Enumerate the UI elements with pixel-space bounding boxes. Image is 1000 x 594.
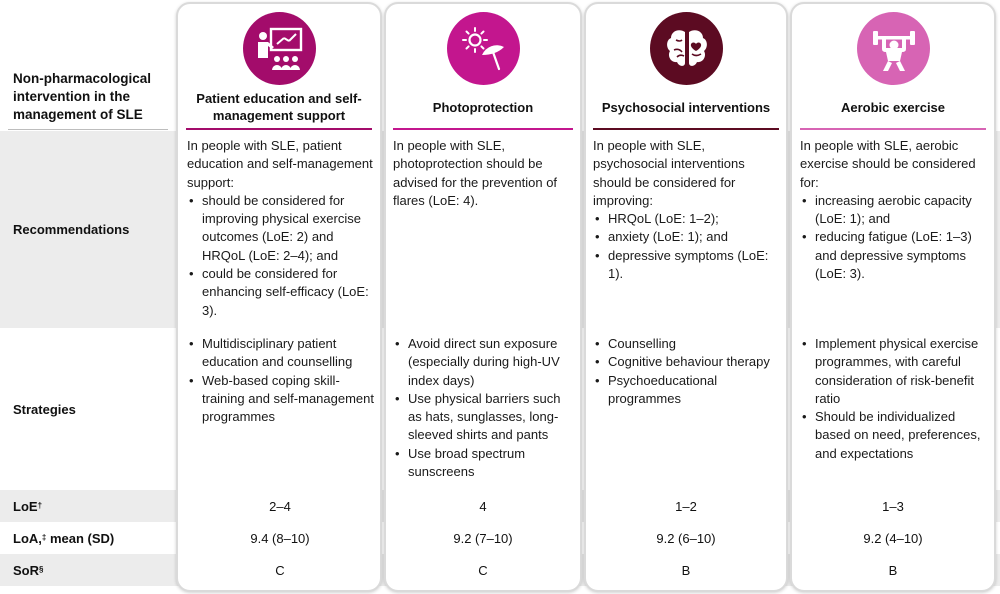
- row-label-loa: LoA, ‡ mean (SD): [13, 530, 115, 546]
- loa-value-exercise: 9.2 (4–10): [863, 530, 923, 546]
- list-item: • Should be individualized based on need, preferences, and expectations: [800, 408, 990, 463]
- loa-label-text: LoA,: [13, 530, 42, 546]
- column-rule-photoprotection: [393, 128, 573, 130]
- loe-value-education: 2–4: [269, 498, 291, 514]
- list-item: • Use broad spectrum sunscreens: [393, 445, 577, 482]
- recommendation-cell-education: [187, 137, 377, 320]
- loa-value-photoprotection: 9.2 (7–10): [453, 530, 513, 546]
- recommendation-intro: In people with SLE, photoprotection should be advised for the prevention of flares (LoE: 4).: [393, 138, 558, 208]
- table-header-label: Non-pharmacological intervention in the management of SLE: [13, 71, 152, 122]
- sun-umbrella-icon: [447, 12, 520, 85]
- loe-label-text: LoE: [13, 498, 38, 514]
- weightlifter-icon: [857, 12, 930, 85]
- loa-value-education: 9.4 (8–10): [250, 530, 310, 546]
- list-item: • could be considered for enhancing self-efficacy (LoE: 3).: [187, 265, 377, 320]
- list-item: • HRQoL (LoE: 1–2);: [593, 210, 783, 228]
- row-label-loe: LoE †: [13, 498, 43, 514]
- sor-value-exercise: B: [888, 562, 898, 578]
- loa-label-suffix: mean (SD): [46, 530, 115, 546]
- list-item: • Implement physical exercise programmes, with careful consideration of risk-benefit ratio: [800, 335, 990, 408]
- row-label-strategies: Strategies: [13, 401, 76, 417]
- list-item: • anxiety (LoE: 1); and: [593, 228, 783, 246]
- loe-value-psychosocial: 1–2: [675, 498, 697, 514]
- list-item: • Web-based coping skill-training and self-management programmes: [187, 372, 377, 427]
- column-title-psychosocial: Psychosocial interventions: [601, 99, 771, 115]
- column-title-photoprotection: Photoprotection: [432, 99, 534, 115]
- recommendation-intro: In people with SLE, patient education and self-management support:: [187, 138, 373, 190]
- loe-value-photoprotection: 4: [479, 498, 487, 514]
- teacher-presentation-icon: [243, 12, 316, 85]
- column-rule-psychosocial: [593, 128, 779, 130]
- row-label-sor: SoR §: [13, 562, 44, 578]
- row-label-recommendations: Recommendations: [13, 222, 130, 237]
- list-item: • Counselling: [593, 335, 785, 353]
- strategies-cell-exercise: [800, 335, 990, 463]
- sor-label-text: SoR: [13, 562, 39, 578]
- recommendation-intro: In people with SLE, psychosocial interventions should be considered for improving:: [593, 138, 745, 208]
- loe-value-exercise: 1–3: [882, 498, 904, 514]
- column-title-exercise: Aerobic exercise: [840, 99, 946, 115]
- list-item: • reducing fatigue (LoE: 1–3) and depressive symptoms (LoE: 3).: [800, 228, 990, 283]
- list-item: • Use physical barriers such as hats, sunglasses, long-sleeved shirts and pants: [393, 390, 577, 445]
- list-item: • Avoid direct sun exposure (especially during high-UV index days): [393, 335, 577, 390]
- recommendation-cell-psychosocial: [593, 137, 783, 283]
- list-item: • Cognitive behaviour therapy: [593, 353, 785, 371]
- strategies-cell-photoprotection: [393, 335, 577, 481]
- list-item: • Psychoeducational programmes: [593, 372, 785, 409]
- loa-value-psychosocial: 9.2 (6–10): [656, 530, 716, 546]
- sor-value-education: C: [275, 562, 285, 578]
- strategies-cell-education: [187, 335, 377, 426]
- column-rule-exercise: [800, 128, 986, 130]
- sor-value-photoprotection: C: [478, 562, 488, 578]
- recommendation-cell-exercise: [800, 137, 990, 283]
- header-divider: [8, 129, 168, 130]
- list-item: • increasing aerobic capacity (LoE: 1); and: [800, 192, 990, 229]
- recommendation-cell-photoprotection: [393, 137, 577, 210]
- recommendation-intro: In people with SLE, aerobic exercise should be considered for:: [800, 138, 976, 190]
- column-title-education: Patient education and self-management support: [196, 91, 362, 123]
- list-item: • Multidisciplinary patient education and counselling: [187, 335, 377, 372]
- strategies-cell-psychosocial: [593, 335, 785, 408]
- sor-value-psychosocial: B: [681, 562, 691, 578]
- column-rule-education: [186, 128, 372, 130]
- list-item: • should be considered for improving physical exercise outcomes (LoE: 2) and HRQoL (LoE: 2–4); and: [187, 192, 377, 265]
- list-item: • depressive symptoms (LoE: 1).: [593, 247, 783, 284]
- brain-heart-icon: [650, 12, 723, 85]
